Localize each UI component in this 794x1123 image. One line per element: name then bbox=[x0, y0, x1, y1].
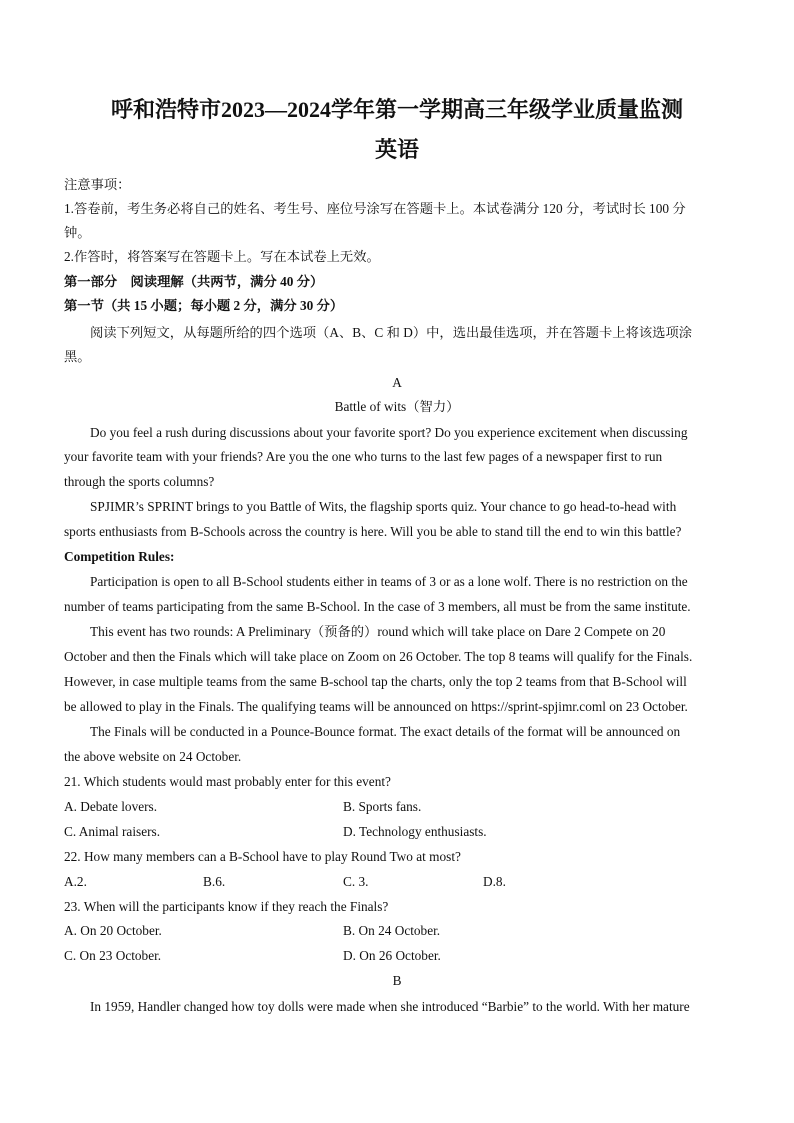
question-21-option-c: C. Animal raisers. bbox=[64, 824, 161, 839]
passage-a-p1-line-1: Do you feel a rush during discussions about your favorite sport? Do you experience excitement when discussing bbox=[90, 425, 688, 440]
part1-heading: 第一部分 阅读理解（共两节，满分 40 分） bbox=[64, 274, 324, 289]
passage-a-p1-line-2: your favorite team with your friends? Are you the one who turns to the last few pages of a newspaper first to run bbox=[64, 449, 663, 464]
passage-a-p4-line-1: This event has two rounds: A Preliminary（预备的）round which will take place on Dare 2 Compete on 20 bbox=[90, 624, 666, 639]
passage-a-p5-line-1: The Finals will be conducted in a Pounce-Bounce format. The exact details of the format will be announced on bbox=[90, 724, 681, 739]
passage-a-p2-line-2: sports enthusiasts from B-Schools across the country is here. Will you be able to stand till the end to win this battle? bbox=[64, 524, 682, 539]
question-23-stem: 23. When will the participants know if they reach the Finals? bbox=[64, 899, 389, 914]
note-1-line-2: 钟。 bbox=[64, 225, 91, 240]
note-1-line-1: 1.答卷前，考生务必将自己的姓名、考生号、座位号涂写在答题卡上。本试卷满分 120 分，考试时长 100 分 bbox=[64, 201, 686, 216]
passage-a-p4-line-4: be allowed to play in the Finals. The qualifying teams will be announced on https://sprint-spjimr.coml on 23 October. bbox=[64, 699, 688, 714]
passage-a-p1-line-3: through the sports columns? bbox=[64, 474, 215, 489]
exam-title: 呼和浩特市2023—2024学年第一学期高三年级学业质量监测 bbox=[110, 97, 683, 122]
passage-a-p2-line-1: SPJIMR’s SPRINT brings to you Battle of Wits, the flagship sports quiz. Your chance to go head-to-head with bbox=[90, 499, 677, 514]
question-22-option-c: C. 3. bbox=[343, 874, 369, 889]
notes-heading: 注意事项： bbox=[64, 177, 131, 192]
instructions-line-1: 阅读下列短文，从每题所给的四个选项（A、B、C 和 D）中，选出最佳选项，并在答题卡上将该选项涂 bbox=[90, 325, 693, 340]
passage-a-p4-line-3: However, in case multiple teams from the same B-school tap the charts, only the top 2 teams from that B-School will bbox=[64, 674, 687, 689]
question-21-stem: 21. Which students would mast probably enter for this event? bbox=[64, 774, 391, 789]
question-22-option-b: B.6. bbox=[203, 874, 226, 889]
question-22-stem: 22. How many members can a B-School have to play Round Two at most? bbox=[64, 849, 461, 864]
passage-a-p3-line-2: number of teams participating from the same B-School. In the case of 3 members, all must be from the same institute. bbox=[64, 599, 691, 614]
question-22-option-a: A.2. bbox=[64, 874, 87, 889]
passage-a-p5-line-2: the above website on 24 October. bbox=[64, 749, 242, 764]
rules-heading: Competition Rules: bbox=[64, 549, 175, 564]
question-23-option-d: D. On 26 October. bbox=[343, 948, 441, 963]
section1-heading: 第一节（共 15 小题；每小题 2 分，满分 30 分） bbox=[64, 298, 344, 313]
passage-a-title: Battle of wits（智力） bbox=[334, 399, 460, 414]
question-21-option-d: D. Technology enthusiasts. bbox=[343, 824, 487, 839]
passage-b-p1-line-1: In 1959, Handler changed how toy dolls were made when she introduced “Barbie” to the world. With her mature bbox=[90, 999, 690, 1014]
question-21-option-a: A. Debate lovers. bbox=[64, 799, 158, 814]
passage-a-p4-line-2: October and then the Finals which will take place on Zoom on 26 October. The top 8 teams will qualify for the Finals. bbox=[64, 649, 693, 664]
question-23-option-a: A. On 20 October. bbox=[64, 923, 162, 938]
note-2: 2.作答时，将答案写在答题卡上。写在本试卷上无效。 bbox=[64, 249, 380, 264]
instructions-line-2: 黑。 bbox=[64, 349, 91, 364]
question-23-option-b: B. On 24 October. bbox=[343, 923, 441, 938]
passage-a-label: A bbox=[392, 375, 402, 390]
subject-title: 英语 bbox=[374, 137, 419, 162]
passage-b-label: B bbox=[392, 973, 402, 988]
question-23-option-c: C. On 23 October. bbox=[64, 948, 162, 963]
question-21-option-b: B. Sports fans. bbox=[343, 799, 422, 814]
passage-a-p3-line-1: Participation is open to all B-School students either in teams of 3 or as a lone wolf. There is no restriction on the bbox=[90, 574, 688, 589]
question-22-option-d: D.8. bbox=[483, 874, 506, 889]
